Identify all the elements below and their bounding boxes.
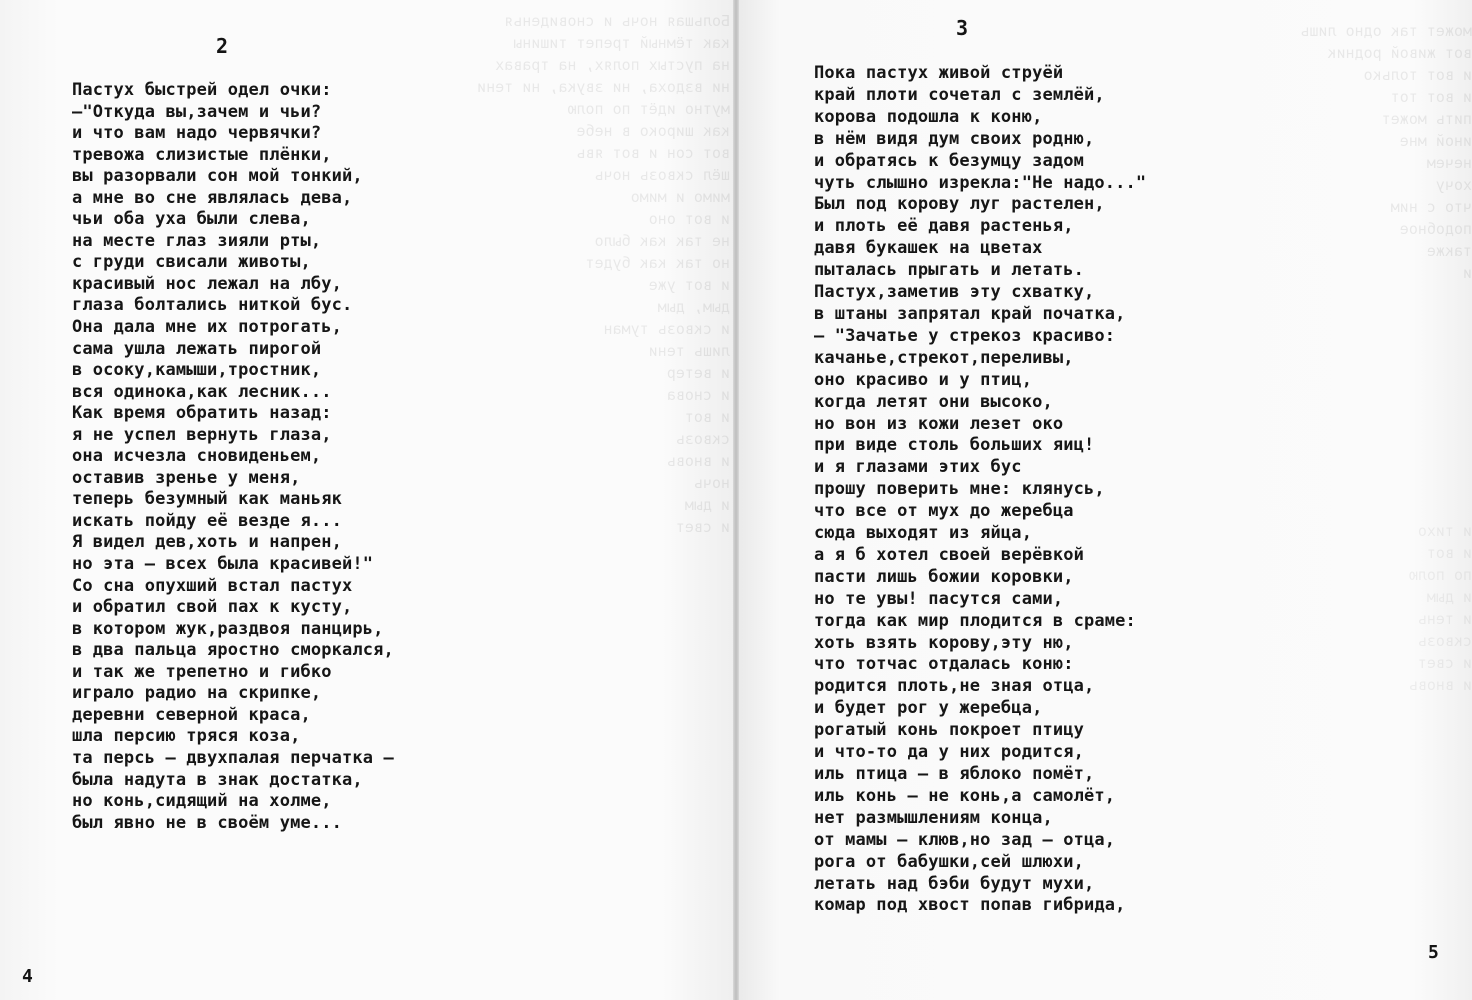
poem-line: когда летят они высоко, xyxy=(814,391,1053,412)
poem-line: хоть взять корову,эту ню, xyxy=(814,632,1074,653)
poem-line: и будет рог у жеребца, xyxy=(814,698,1043,719)
poem-line: деревни северной краса, xyxy=(72,704,311,725)
poem-line: искать пойду её везде я... xyxy=(72,510,343,531)
poem-line: но конь,сидящий на холме, xyxy=(72,791,332,812)
poem-line: оно красиво и у птиц, xyxy=(814,369,1033,390)
page-number: 4 xyxy=(22,966,33,987)
poem-line: нет размышлениям конца, xyxy=(814,807,1053,828)
poem-line: иль птица – в яблоко помёт, xyxy=(814,764,1095,784)
poem-line: теперь безумный как маньяк xyxy=(72,489,343,510)
poem-line: в штаны запрятал край початка, xyxy=(814,303,1126,324)
poem-line: прошу поверить мне: клянусь, xyxy=(814,479,1105,500)
poem-line: Пастух,заметив эту схватку, xyxy=(814,282,1095,303)
poem-line: Пастух быстрей одел очки: xyxy=(72,80,332,100)
bleed-through-text: может так одно лишь вот живой родник и вот только и вот тот пить может иной мне нечем хочу что с ним подобное также и xyxy=(1300,22,1472,282)
poem-line: чьи оба уха были слева, xyxy=(72,209,311,230)
poem-line: сюда выходят из яйца, xyxy=(814,523,1033,544)
right-page xyxy=(736,0,1472,1000)
poem-line: и что вам надо червячки? xyxy=(72,123,322,144)
poem-line: на месте глаз зияли рты, xyxy=(72,230,322,251)
poem-line: та персь – двухпалая перчатка – xyxy=(72,747,394,768)
poem-line: качанье,стрекот,переливы, xyxy=(814,347,1074,368)
poem-line: что тотчас отдалась коню: xyxy=(814,654,1074,675)
poem-line: в два пальца яростно сморкался, xyxy=(72,640,394,661)
poem-line: оставив зренье у меня, xyxy=(72,467,301,488)
poem-line: она исчезла сновиденьем, xyxy=(72,446,322,467)
poem-line: но эта – всех была красивей!" xyxy=(72,554,374,575)
poem-line: давя букашек на цветах xyxy=(814,238,1043,259)
poem-text xyxy=(814,63,1146,917)
poem-line: что все от мух до жеребца xyxy=(814,501,1074,522)
poem-line: и так же трепетно и гибко xyxy=(72,661,332,682)
poem-line: при виде столь больших яиц! xyxy=(814,435,1095,456)
poem-line: родится плоть,не зная отца, xyxy=(814,676,1095,697)
poem-line: комар под хвост попав гибрида, xyxy=(814,895,1126,916)
poem-line: я не успел вернуть глаза, xyxy=(72,424,332,445)
poem-line: –"Откуда вы,зачем и чьи? xyxy=(72,101,322,122)
poem-line: была надута в знак достатка, xyxy=(72,769,363,790)
poem-line: пасти лишь божии коровки, xyxy=(814,566,1074,587)
poem-line: сама ушла лежать пирогой xyxy=(72,338,322,359)
poem-line: Я видел дев,хоть и напрен, xyxy=(72,532,343,553)
poem-line: край плоти сочетал с землёй, xyxy=(814,84,1105,105)
poem-line: вся одинока,как лесник... xyxy=(72,381,332,402)
poem-line: в котором жук,раздвоя панцирь, xyxy=(72,618,384,639)
poem-line: – "Зачатье у стрекоз красиво: xyxy=(814,325,1116,346)
bleed-through-text: Большая ночь и сновиденья как тёмный трепет тишины на пустых полях, на травах ни вздоха, ни звука, ни тени мутно идёт по полю как широко в небе вот сон и вот явь шёл сквозь ночь мимо и мимо и вот оно не так как было но так как будет и вот уже дым, дым и сквозь туман лишь тени и ветер и снова и вот сквозь и вновь ночь и дым и свет xyxy=(477,12,730,536)
poem-line: корова подошла к коню, xyxy=(814,106,1043,127)
poem-line: но те увы! пасутся сами, xyxy=(814,588,1064,609)
poem-line: был явно не в своём уме... xyxy=(72,812,343,833)
poem-line: и обратил свой пах к кусту, xyxy=(72,597,353,618)
poem-line: Как время обратить назад: xyxy=(72,403,332,424)
poem-line: пыталась прыгать и летать. xyxy=(814,260,1085,281)
poem-line: глаза болтались ниткой бус. xyxy=(72,295,353,316)
poem-line: и обратясь к безумцу задом xyxy=(814,150,1085,171)
poem-line: красивый нос лежал на лбу, xyxy=(72,273,343,294)
poem-line: шла персию тряся коза, xyxy=(72,726,301,747)
poem-line: тревожа слизистые плёнки, xyxy=(72,144,332,165)
poem-line: Она дала мне их потрогать, xyxy=(72,317,343,338)
poem-line: с груди свисали животы, xyxy=(72,252,311,273)
poem-line: в осоку,камыши,тростник, xyxy=(72,360,322,381)
poem-line: рогатый конь покроет птицу xyxy=(814,720,1085,741)
poem-text xyxy=(72,80,394,834)
poem-line: и плоть её давя растенья, xyxy=(814,216,1074,237)
poem-line: летать над бэби будут мухи, xyxy=(814,873,1095,894)
section-number: 3 xyxy=(956,16,970,40)
poem-line: иль конь – не конь,а самолёт, xyxy=(814,785,1116,806)
poem-line: в нём видя дум своих родню, xyxy=(814,128,1095,149)
poem-line: а я б хотел своей верёвкой xyxy=(814,544,1085,565)
poem-line: и что-то да у них родится, xyxy=(814,742,1085,763)
poem-line: от мамы – клюв,но зад – отца, xyxy=(814,829,1116,850)
poem-line: играло радио на скрипке, xyxy=(72,683,322,704)
poem-line: Был под корову луг растелен, xyxy=(814,194,1105,215)
poem-line: и я глазами этих бус xyxy=(814,457,1022,478)
section-number: 2 xyxy=(216,34,230,58)
poem-line: рога от бабушки,сей шлюхи, xyxy=(814,851,1085,872)
poem-line: Пока пастух живой струёй xyxy=(814,63,1064,83)
poem-line: тогда как мир плодится в сраме: xyxy=(814,610,1136,631)
bleed-through-text: и тихо и вот по полю и дым и тень сквозь и свет и вновь xyxy=(1408,522,1472,694)
poem-line: но вон из кожи лезет око xyxy=(814,413,1064,434)
poem-line: Со сна опухший встал пастух xyxy=(72,575,353,596)
poem-line: чуть слышно изрекла:"Не надо..." xyxy=(814,172,1147,193)
poem-line: вы разорвали сон мой тонкий, xyxy=(72,166,363,187)
page-number: 5 xyxy=(1428,942,1439,963)
poem-line: а мне во сне являлась дева, xyxy=(72,187,353,208)
book-spine-fold xyxy=(733,0,739,1000)
